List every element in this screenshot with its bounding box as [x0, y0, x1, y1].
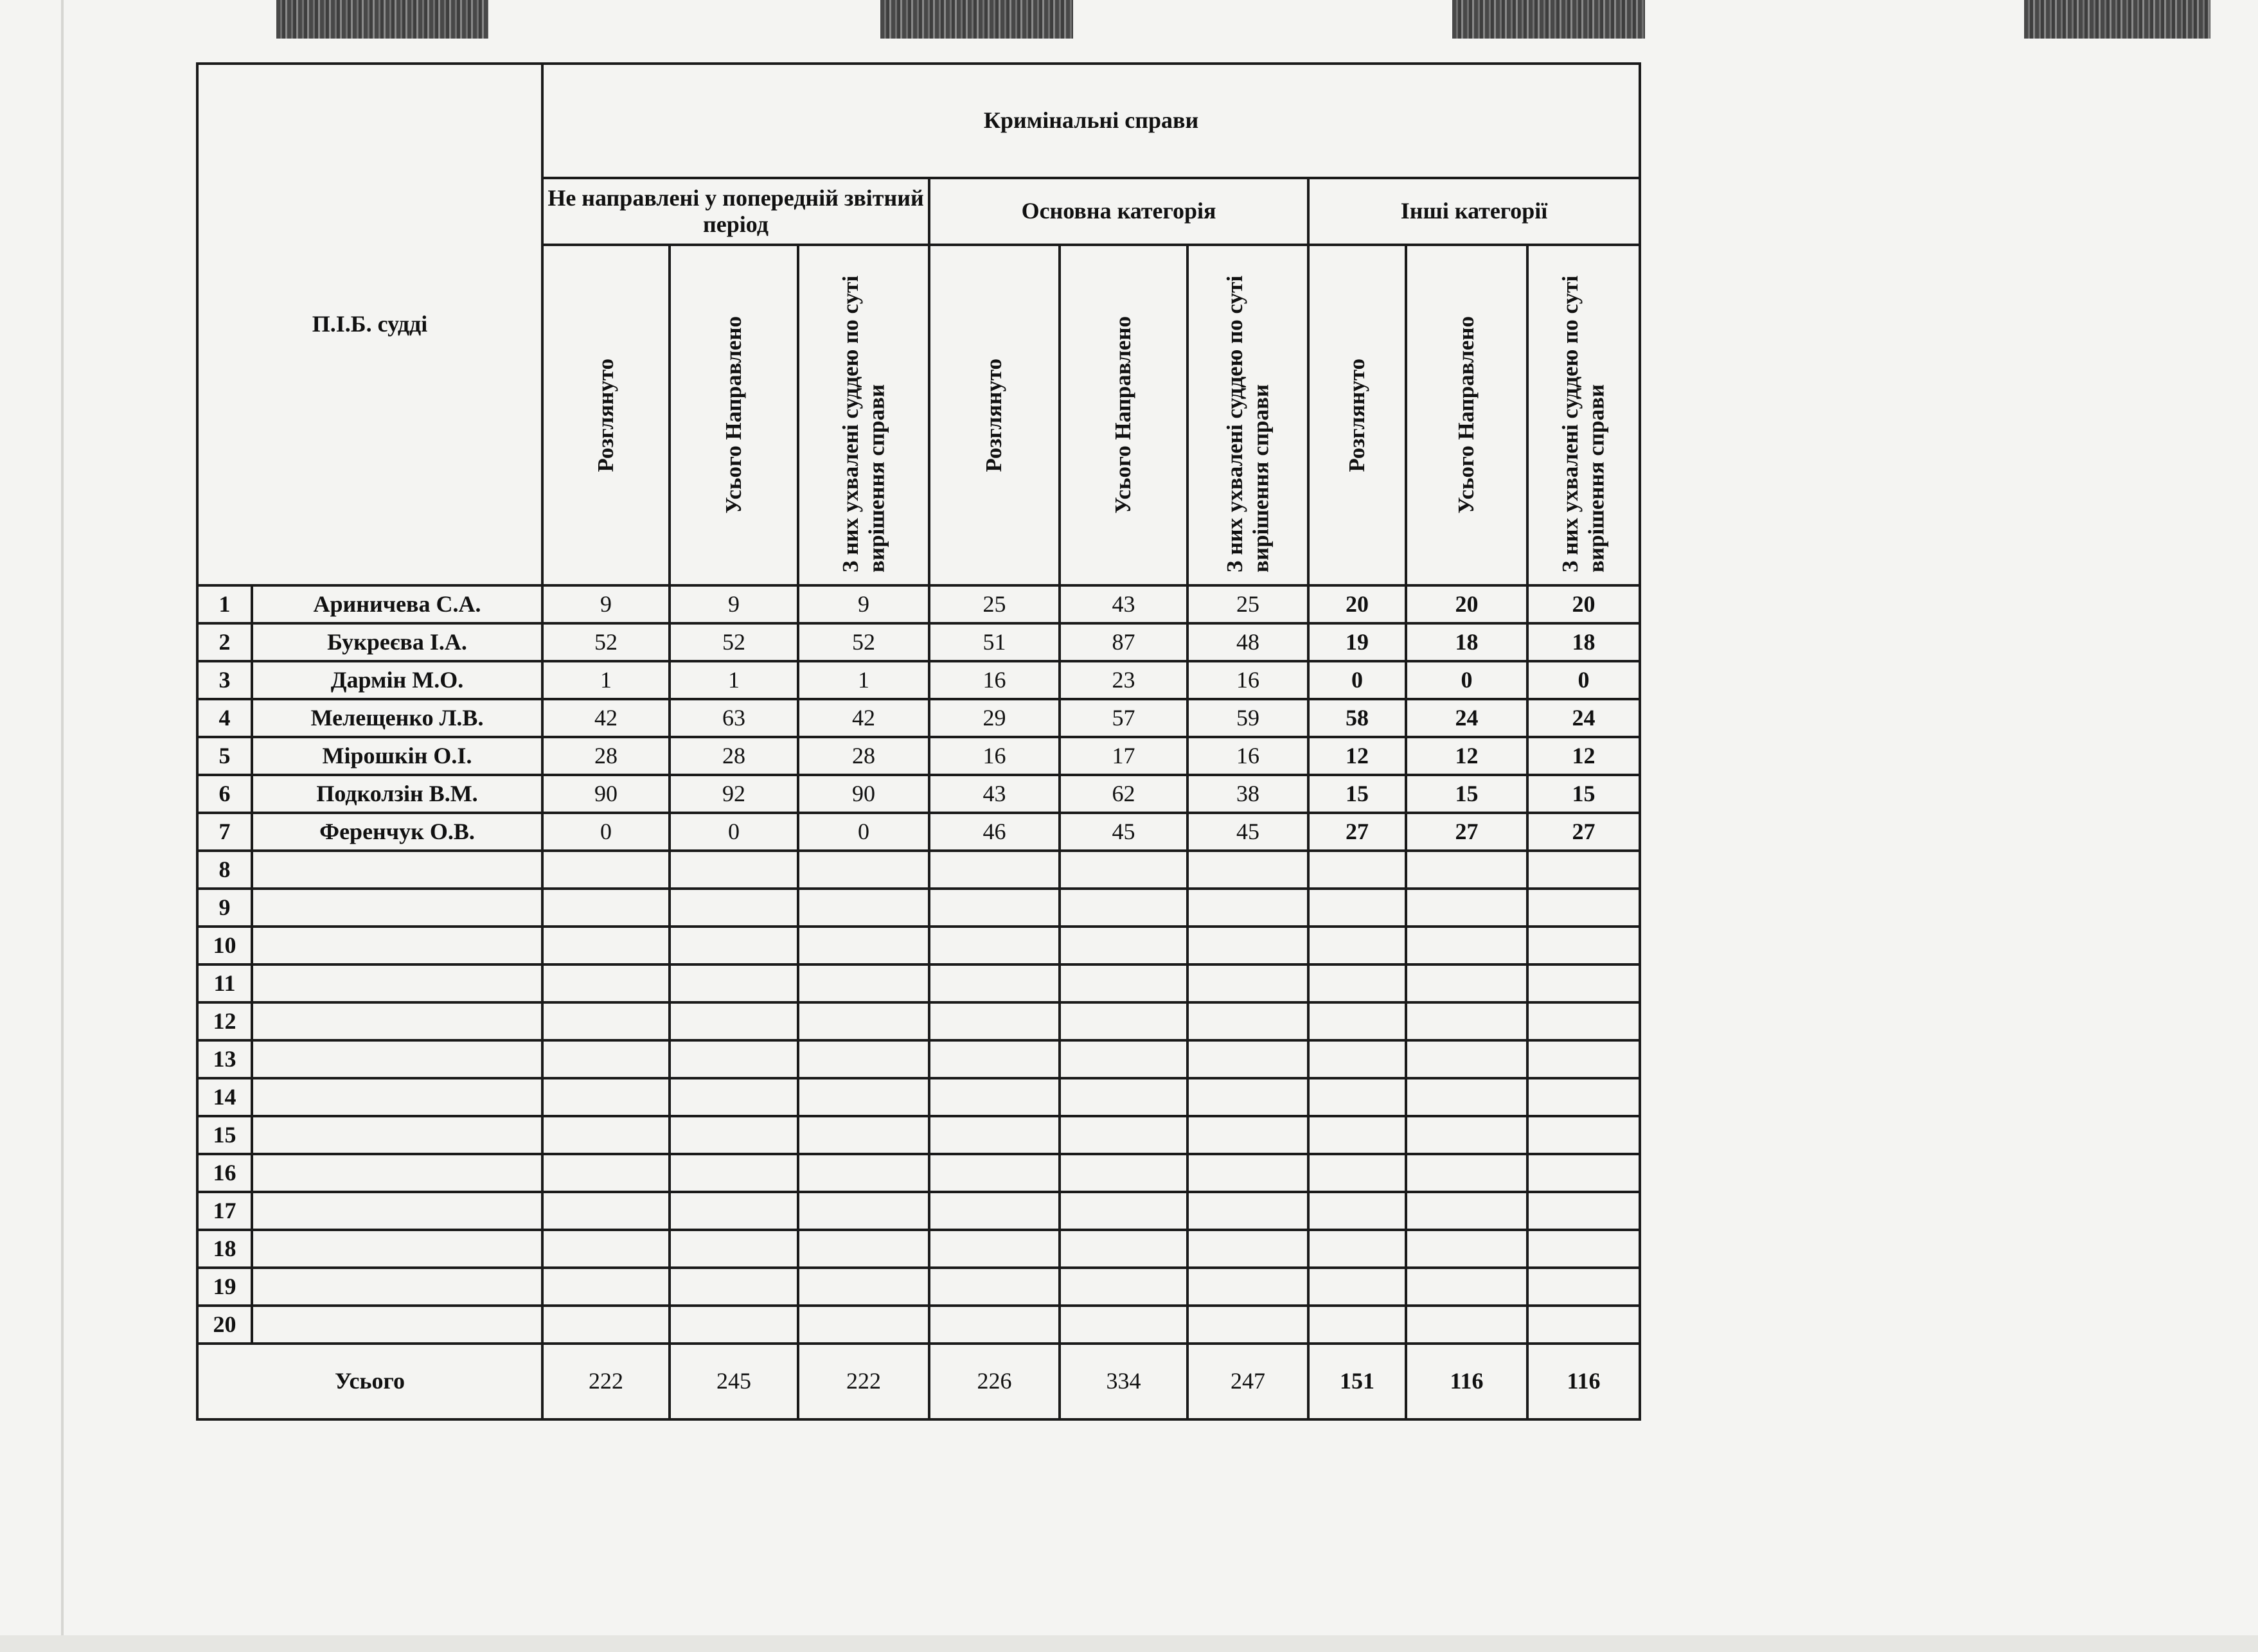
row-number: 18	[197, 1230, 252, 1268]
value-cell: 0	[1527, 661, 1640, 699]
total-cell: 222	[798, 1344, 929, 1419]
value-cell	[1406, 1078, 1527, 1116]
row-number: 2	[197, 623, 252, 661]
value-cell	[1406, 1230, 1527, 1268]
value-cell: 27	[1308, 813, 1406, 851]
value-cell	[1308, 1306, 1406, 1344]
group-title: Кримінальні справи	[542, 64, 1640, 178]
value-cell: 43	[1060, 585, 1187, 623]
value-cell	[798, 1306, 929, 1344]
total-cell: 247	[1187, 1344, 1308, 1419]
value-cell: 28	[670, 737, 798, 775]
value-cell: 0	[798, 813, 929, 851]
subgroup-header: Не направлені у попередній звітний період	[542, 178, 929, 245]
value-cell	[1308, 1192, 1406, 1230]
value-cell	[1187, 1230, 1308, 1268]
total-cell: 245	[670, 1344, 798, 1419]
value-cell: 12	[1527, 737, 1640, 775]
value-cell	[1187, 1306, 1308, 1344]
value-cell: 52	[670, 623, 798, 661]
page-edge	[0, 1635, 2258, 1652]
value-cell	[798, 964, 929, 1002]
value-cell	[929, 1040, 1060, 1078]
page-edge	[61, 0, 64, 1652]
value-cell	[798, 1116, 929, 1154]
judge-name: Мелещенко Л.В.	[252, 699, 542, 737]
value-cell	[1527, 1116, 1640, 1154]
scan-artifact	[1452, 0, 1645, 39]
value-cell: 23	[1060, 661, 1187, 699]
value-cell	[1060, 964, 1187, 1002]
value-cell	[670, 1192, 798, 1230]
column-header: Розглянуто	[542, 245, 670, 585]
value-cell: 90	[798, 775, 929, 813]
judge-name	[252, 1306, 542, 1344]
total-cell: 334	[1060, 1344, 1187, 1419]
value-cell	[670, 1078, 798, 1116]
value-cell: 59	[1187, 699, 1308, 737]
value-cell	[929, 927, 1060, 964]
row-number: 5	[197, 737, 252, 775]
total-cell: 222	[542, 1344, 670, 1419]
value-cell	[1308, 927, 1406, 964]
table-row	[197, 585, 1640, 623]
value-cell: 29	[929, 699, 1060, 737]
judge-name: Мірошкін О.І.	[252, 737, 542, 775]
value-cell: 25	[929, 585, 1060, 623]
value-cell	[1308, 1078, 1406, 1116]
row-number: 6	[197, 775, 252, 813]
scan-artifact	[276, 0, 488, 39]
value-cell: 0	[1308, 661, 1406, 699]
value-cell	[798, 1230, 929, 1268]
judge-name	[252, 1002, 542, 1040]
value-cell	[542, 1078, 670, 1116]
value-cell	[1308, 1116, 1406, 1154]
total-row	[197, 1344, 1640, 1419]
value-cell	[542, 1306, 670, 1344]
value-cell	[1187, 1040, 1308, 1078]
table-row	[197, 1040, 1640, 1078]
value-cell	[929, 1002, 1060, 1040]
value-cell: 28	[542, 737, 670, 775]
value-cell: 15	[1308, 775, 1406, 813]
value-cell	[1308, 851, 1406, 889]
subgroup-header: Інші категорії	[1308, 178, 1640, 245]
judge-name: Дармін М.О.	[252, 661, 542, 699]
row-number: 17	[197, 1192, 252, 1230]
scan-artifact	[880, 0, 1073, 39]
value-cell	[1527, 1078, 1640, 1116]
value-cell	[798, 851, 929, 889]
value-cell	[1406, 1116, 1527, 1154]
value-cell	[670, 851, 798, 889]
value-cell	[1406, 1002, 1527, 1040]
value-cell	[670, 1268, 798, 1306]
value-cell	[1060, 1230, 1187, 1268]
row-number: 13	[197, 1040, 252, 1078]
value-cell	[1527, 1268, 1640, 1306]
value-cell: 57	[1060, 699, 1187, 737]
value-cell: 16	[1187, 661, 1308, 699]
value-cell: 58	[1308, 699, 1406, 737]
value-cell: 27	[1406, 813, 1527, 851]
table-row	[197, 775, 1640, 813]
value-cell: 28	[798, 737, 929, 775]
value-cell	[929, 889, 1060, 927]
value-cell: 9	[542, 585, 670, 623]
judge-header: П.І.Б. судді	[197, 64, 542, 585]
table-row	[197, 1116, 1640, 1154]
column-header: Усього Направлено	[670, 245, 798, 585]
value-cell	[1187, 1002, 1308, 1040]
total-label: Усього	[197, 1344, 542, 1419]
row-number: 19	[197, 1268, 252, 1306]
value-cell	[798, 1154, 929, 1192]
value-cell: 16	[929, 661, 1060, 699]
value-cell	[1308, 1040, 1406, 1078]
table-row	[197, 1192, 1640, 1230]
value-cell: 63	[670, 699, 798, 737]
value-cell: 25	[1187, 585, 1308, 623]
value-cell	[670, 1002, 798, 1040]
table-row	[197, 813, 1640, 851]
value-cell: 92	[670, 775, 798, 813]
judge-name	[252, 1078, 542, 1116]
value-cell	[798, 1192, 929, 1230]
judge-name	[252, 1192, 542, 1230]
value-cell	[542, 889, 670, 927]
value-cell: 38	[1187, 775, 1308, 813]
row-number: 3	[197, 661, 252, 699]
table-row	[197, 1268, 1640, 1306]
value-cell	[670, 1040, 798, 1078]
column-header: Розглянуто	[929, 245, 1060, 585]
value-cell	[1187, 927, 1308, 964]
value-cell: 45	[1187, 813, 1308, 851]
value-cell: 62	[1060, 775, 1187, 813]
judge-name: Букреєва І.А.	[252, 623, 542, 661]
table-row	[197, 927, 1640, 964]
value-cell	[1406, 851, 1527, 889]
value-cell: 20	[1527, 585, 1640, 623]
row-number: 7	[197, 813, 252, 851]
value-cell: 43	[929, 775, 1060, 813]
row-number: 11	[197, 964, 252, 1002]
value-cell	[670, 964, 798, 1002]
row-number: 20	[197, 1306, 252, 1344]
value-cell: 15	[1406, 775, 1527, 813]
value-cell: 19	[1308, 623, 1406, 661]
value-cell: 90	[542, 775, 670, 813]
value-cell: 1	[670, 661, 798, 699]
total-cell: 151	[1308, 1344, 1406, 1419]
value-cell	[1406, 1306, 1527, 1344]
value-cell	[798, 1268, 929, 1306]
judge-name	[252, 1040, 542, 1078]
value-cell	[1060, 889, 1187, 927]
value-cell: 52	[542, 623, 670, 661]
table-row	[197, 1002, 1640, 1040]
judge-name: Подколзін В.М.	[252, 775, 542, 813]
value-cell	[798, 1040, 929, 1078]
value-cell	[929, 851, 1060, 889]
table-row	[197, 737, 1640, 775]
value-cell	[929, 1268, 1060, 1306]
value-cell	[542, 1230, 670, 1268]
value-cell: 87	[1060, 623, 1187, 661]
column-header: З них ухвалені суддею по суті вирішення справи	[1527, 245, 1640, 585]
value-cell	[1187, 851, 1308, 889]
value-cell	[1406, 1154, 1527, 1192]
value-cell: 1	[542, 661, 670, 699]
value-cell	[929, 964, 1060, 1002]
judge-name	[252, 927, 542, 964]
value-cell	[798, 889, 929, 927]
value-cell	[1060, 927, 1187, 964]
value-cell: 45	[1060, 813, 1187, 851]
value-cell: 16	[929, 737, 1060, 775]
value-cell	[542, 1268, 670, 1306]
table-row	[197, 661, 1640, 699]
table-row	[197, 851, 1640, 889]
value-cell	[542, 1154, 670, 1192]
row-number: 8	[197, 851, 252, 889]
column-header: Розглянуто	[1308, 245, 1406, 585]
judge-name	[252, 889, 542, 927]
value-cell: 18	[1406, 623, 1527, 661]
value-cell	[1187, 889, 1308, 927]
value-cell: 16	[1187, 737, 1308, 775]
judge-name: Ференчук О.В.	[252, 813, 542, 851]
value-cell	[670, 927, 798, 964]
value-cell	[929, 1154, 1060, 1192]
value-cell	[1187, 1268, 1308, 1306]
row-number: 4	[197, 699, 252, 737]
value-cell	[1527, 1040, 1640, 1078]
value-cell: 24	[1406, 699, 1527, 737]
value-cell	[1527, 1154, 1640, 1192]
value-cell	[1060, 1154, 1187, 1192]
table-row	[197, 1078, 1640, 1116]
value-cell	[542, 1002, 670, 1040]
total-cell: 116	[1527, 1344, 1640, 1419]
value-cell	[542, 1116, 670, 1154]
value-cell	[1060, 1040, 1187, 1078]
value-cell	[670, 1116, 798, 1154]
value-cell	[670, 889, 798, 927]
judge-name: Ариничева С.А.	[252, 585, 542, 623]
table-row	[197, 1306, 1640, 1344]
table-body	[197, 585, 1640, 1344]
value-cell	[1308, 1230, 1406, 1268]
value-cell	[798, 927, 929, 964]
judge-name	[252, 1230, 542, 1268]
value-cell	[1527, 1002, 1640, 1040]
value-cell	[1527, 964, 1640, 1002]
total-cell: 226	[929, 1344, 1060, 1419]
judge-name	[252, 1154, 542, 1192]
value-cell: 17	[1060, 737, 1187, 775]
value-cell	[670, 1230, 798, 1268]
value-cell	[1060, 1078, 1187, 1116]
value-cell: 27	[1527, 813, 1640, 851]
total-cell: 116	[1406, 1344, 1527, 1419]
value-cell	[1406, 889, 1527, 927]
table-row	[197, 964, 1640, 1002]
value-cell	[542, 1192, 670, 1230]
value-cell: 1	[798, 661, 929, 699]
value-cell	[670, 1154, 798, 1192]
value-cell	[1187, 1154, 1308, 1192]
value-cell	[542, 1040, 670, 1078]
value-cell: 0	[670, 813, 798, 851]
value-cell	[542, 851, 670, 889]
value-cell: 12	[1308, 737, 1406, 775]
judge-name	[252, 851, 542, 889]
value-cell	[929, 1192, 1060, 1230]
value-cell	[1187, 1192, 1308, 1230]
value-cell	[1187, 1078, 1308, 1116]
value-cell	[1060, 1306, 1187, 1344]
value-cell	[1308, 1268, 1406, 1306]
value-cell	[1308, 964, 1406, 1002]
value-cell: 9	[670, 585, 798, 623]
column-header: З них ухвалені суддею по суті вирішення справи	[798, 245, 929, 585]
judge-name	[252, 1268, 542, 1306]
table-row	[197, 623, 1640, 661]
value-cell: 51	[929, 623, 1060, 661]
value-cell	[1406, 1040, 1527, 1078]
row-number: 12	[197, 1002, 252, 1040]
value-cell: 24	[1527, 699, 1640, 737]
value-cell: 52	[798, 623, 929, 661]
row-number: 9	[197, 889, 252, 927]
column-header: Усього Направлено	[1060, 245, 1187, 585]
value-cell	[1406, 1192, 1527, 1230]
value-cell	[1060, 1002, 1187, 1040]
value-cell	[1406, 927, 1527, 964]
column-header: З них ухвалені суддею по суті вирішення справи	[1187, 245, 1308, 585]
value-cell	[1527, 889, 1640, 927]
report-table	[196, 62, 1641, 1421]
row-number: 16	[197, 1154, 252, 1192]
value-cell	[1527, 1192, 1640, 1230]
value-cell: 20	[1308, 585, 1406, 623]
scan-artifact	[2024, 0, 2210, 39]
value-cell	[1308, 1002, 1406, 1040]
value-cell	[542, 964, 670, 1002]
table-row	[197, 889, 1640, 927]
value-cell	[1060, 851, 1187, 889]
value-cell: 0	[542, 813, 670, 851]
value-cell	[1527, 1306, 1640, 1344]
value-cell: 12	[1406, 737, 1527, 775]
value-cell: 42	[542, 699, 670, 737]
value-cell	[929, 1230, 1060, 1268]
value-cell	[1060, 1192, 1187, 1230]
value-cell: 20	[1406, 585, 1527, 623]
value-cell	[542, 927, 670, 964]
value-cell	[798, 1002, 929, 1040]
judge-name	[252, 1116, 542, 1154]
value-cell	[1308, 1154, 1406, 1192]
value-cell	[1527, 851, 1640, 889]
value-cell	[1187, 1116, 1308, 1154]
value-cell	[929, 1306, 1060, 1344]
value-cell	[1308, 889, 1406, 927]
value-cell: 9	[798, 585, 929, 623]
column-header: Усього Направлено	[1406, 245, 1527, 585]
value-cell	[1060, 1116, 1187, 1154]
value-cell	[1527, 927, 1640, 964]
value-cell: 48	[1187, 623, 1308, 661]
value-cell: 15	[1527, 775, 1640, 813]
row-number: 1	[197, 585, 252, 623]
judge-name	[252, 964, 542, 1002]
value-cell	[1527, 1230, 1640, 1268]
table-row	[197, 699, 1640, 737]
value-cell	[1060, 1268, 1187, 1306]
value-cell	[1406, 1268, 1527, 1306]
value-cell	[929, 1116, 1060, 1154]
value-cell	[1406, 964, 1527, 1002]
value-cell: 42	[798, 699, 929, 737]
value-cell	[670, 1306, 798, 1344]
value-cell: 0	[1406, 661, 1527, 699]
table-row	[197, 1154, 1640, 1192]
table-row	[197, 1230, 1640, 1268]
value-cell	[798, 1078, 929, 1116]
value-cell: 46	[929, 813, 1060, 851]
subgroup-header: Основна категорія	[929, 178, 1308, 245]
row-number: 15	[197, 1116, 252, 1154]
value-cell	[1187, 964, 1308, 1002]
value-cell	[929, 1078, 1060, 1116]
row-number: 10	[197, 927, 252, 964]
value-cell: 18	[1527, 623, 1640, 661]
row-number: 14	[197, 1078, 252, 1116]
